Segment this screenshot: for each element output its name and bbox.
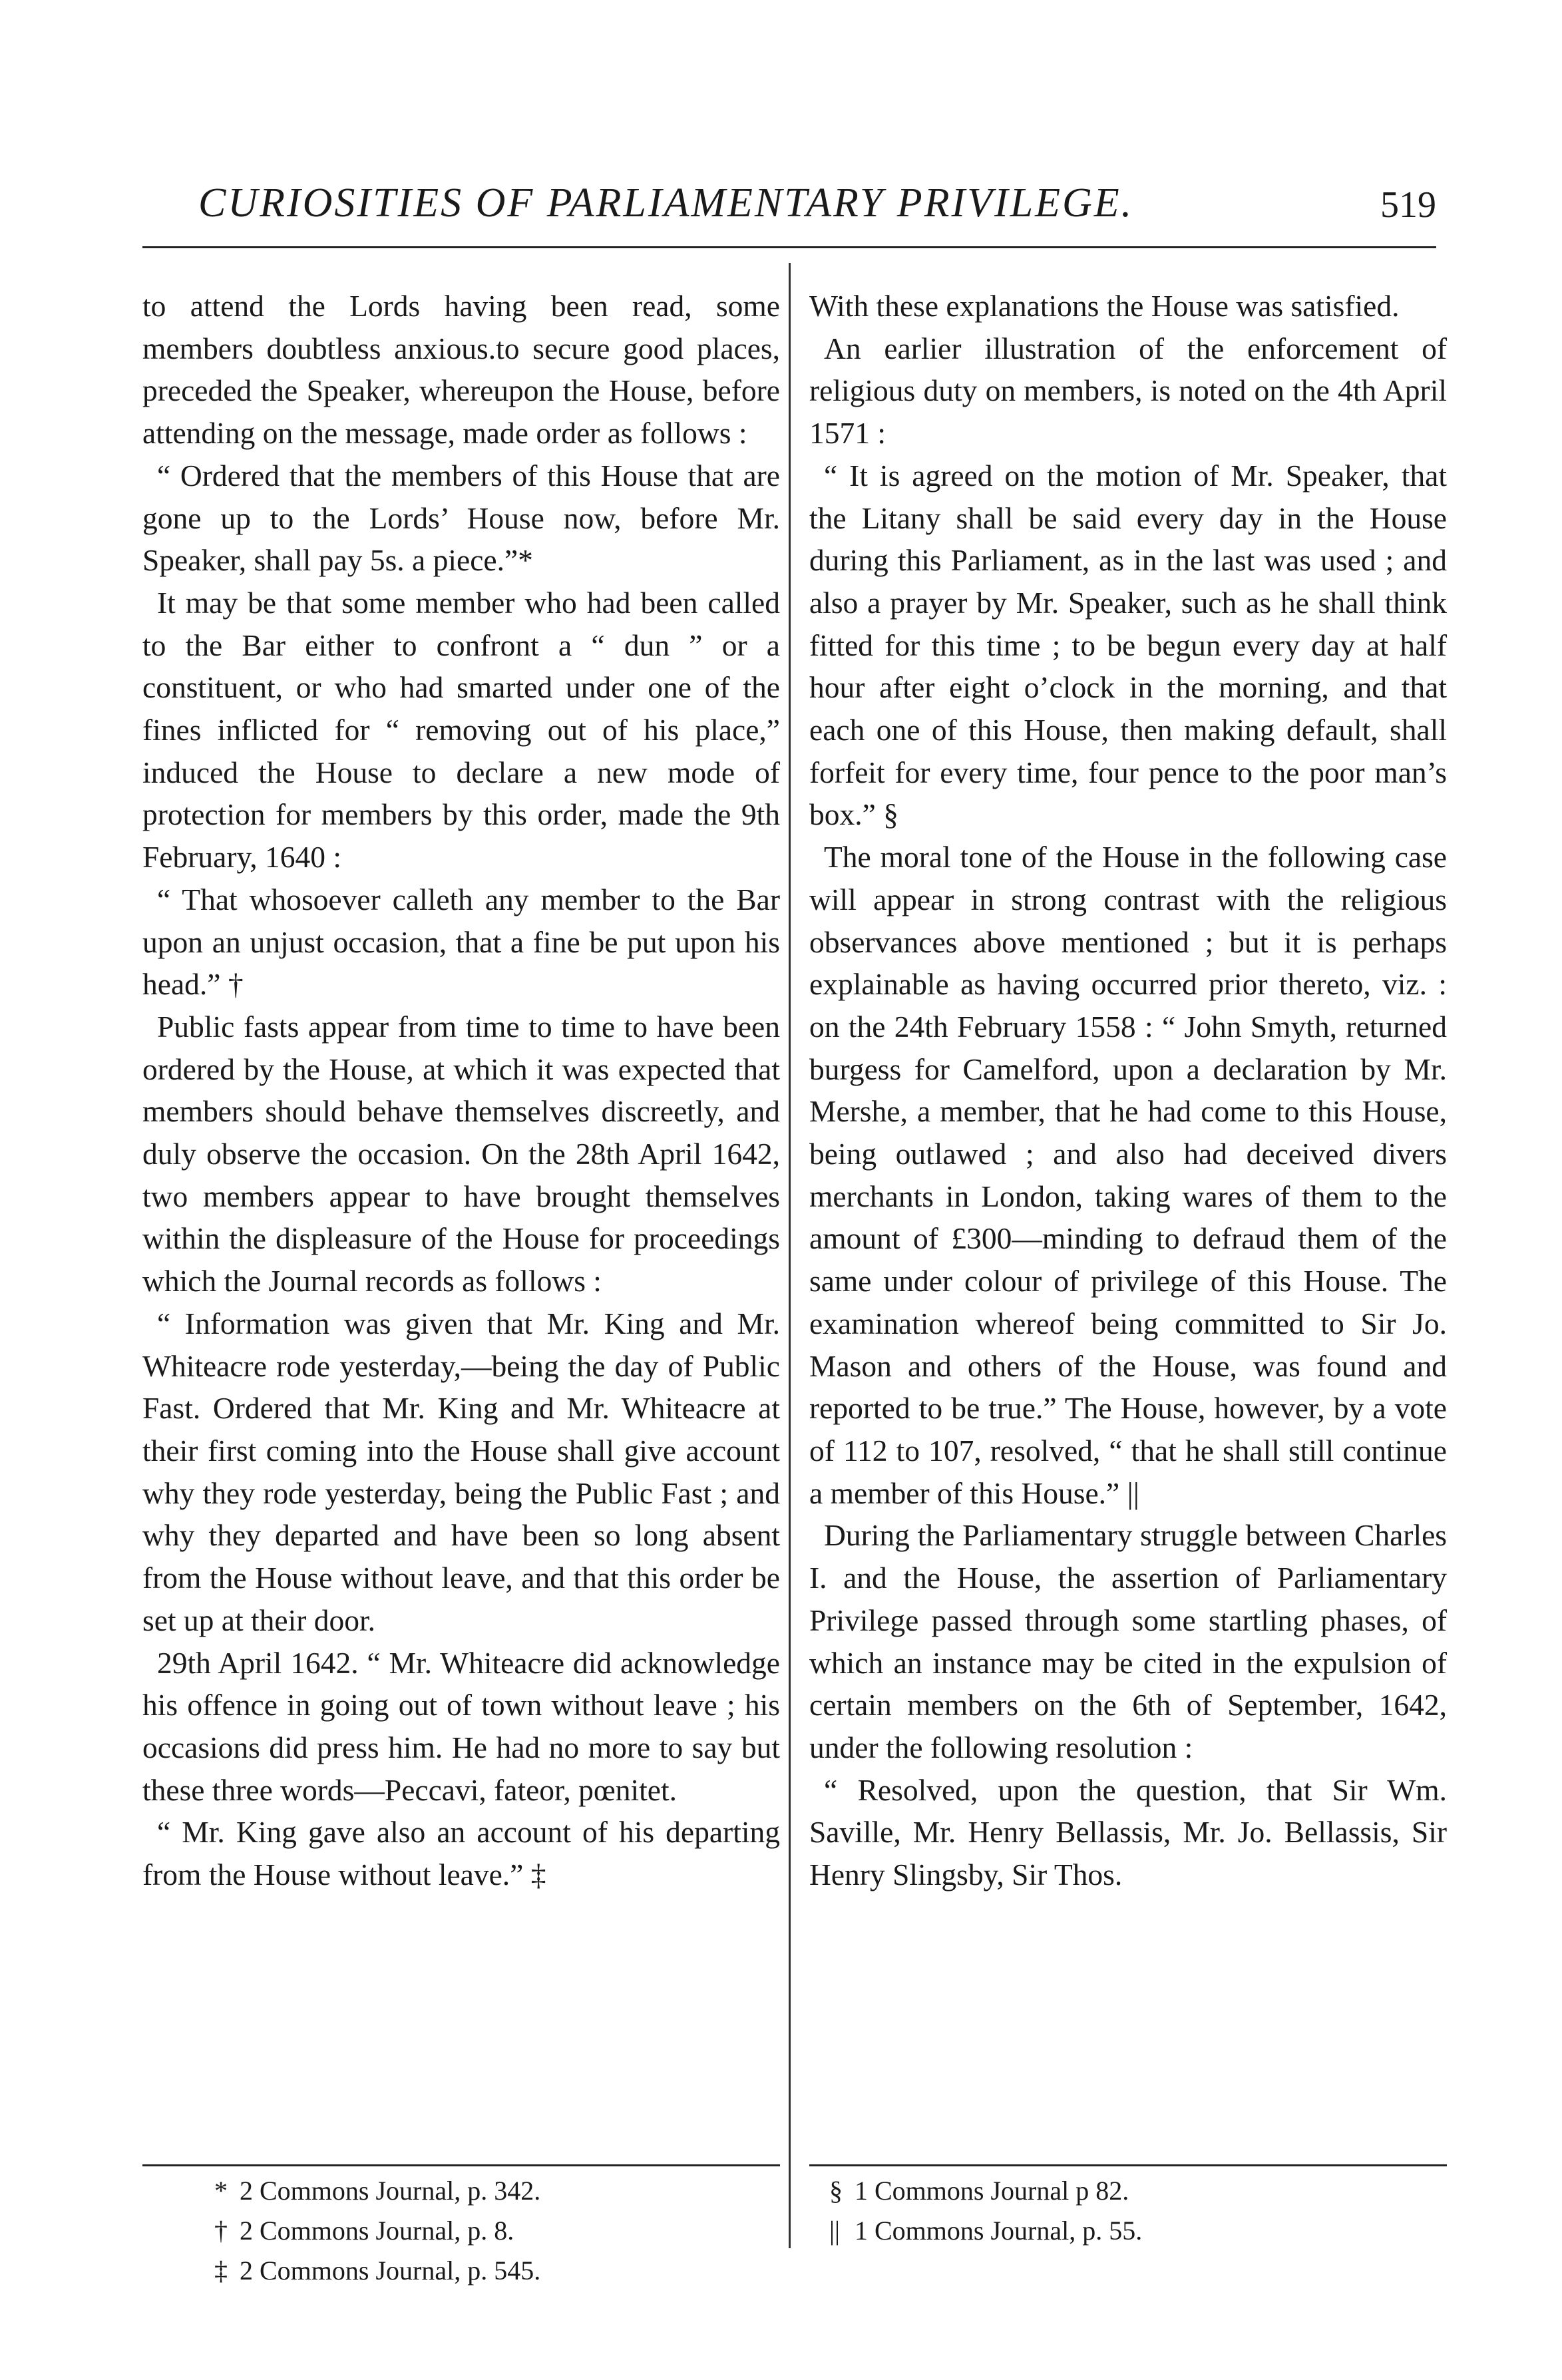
right-column — [809, 285, 1447, 1896]
column-divider — [789, 263, 791, 2248]
paragraph: During the Parliamentary struggle between Charles I. and the House, the assertion of Parliamentary Privilege passed through some startling phases, of which an instance may be cited in the expulsion of certain members on the 6th of September, 1642, under the following resolution : — [809, 1518, 1447, 1764]
footnote — [829, 2211, 1142, 2251]
footnote-mark: ‡ — [214, 2256, 228, 2285]
header-rule — [142, 246, 1436, 248]
footnote — [214, 2171, 540, 2211]
footnote-rule-left — [142, 2164, 780, 2166]
footnotes-right — [829, 2171, 1142, 2251]
footnote-mark: § — [829, 2176, 843, 2206]
footnote — [214, 2251, 540, 2291]
page-number: 519 — [1380, 184, 1436, 226]
paragraph: An earlier illustration of the enforcement of religious duty on members, is noted on the 4th April 1571 : — [809, 331, 1447, 451]
footnote-text: 2 Commons Journal, p. 545. — [240, 2256, 541, 2285]
footnote-text: 1 Commons Journal p 82. — [855, 2176, 1129, 2206]
running-title: CURIOSITIES OF PARLIAMENTARY PRIVILEGE. — [198, 180, 1134, 226]
footnotes-left — [214, 2171, 540, 2291]
paragraph: Public fasts appear from time to time to have been ordered by the House, at which it was expected that members should behave themselves discreetly, and duly observe the occasion. On the 28th April 1642, two members appear to have brought themselves within the displeasure of the House for proceedings which the Journal records as follows : — [142, 1009, 780, 1298]
paragraph: “ Ordered that the members of this House that are gone up to the Lords’ House now, before Mr. Speaker, shall pay 5s. a piece.”* — [142, 458, 780, 578]
paragraph: “ Resolved, upon the question, that Sir Wm. Saville, Mr. Henry Bellassis, Mr. Jo. Bellassis, Sir Henry Slingsby, Sir Thos. — [809, 1772, 1447, 1892]
paragraph: It may be that some member who had been called to the Bar either to confront a “ dun ” or a constituent, or who had smarted under one of the fines inflicted for “ removing out of his place,” induced the House to declare a new mode of protection for members by this order, made the 9th February, 1640 : — [142, 585, 780, 875]
footnote-text: 1 Commons Journal, p. 55. — [855, 2216, 1143, 2246]
footnote-mark: * — [214, 2176, 228, 2206]
footnote-mark: † — [214, 2216, 228, 2246]
paragraph: The moral tone of the House in the following case will appear in strong contrast with the religious observances above mentioned ; but it is perhaps explainable as having occurred prior thereto, viz. : on the 24th February 1558 : “ John Smyth, returned burgess for Camelford, upon a declaration by Mr. Mershe, a member, that he had come to this House, being outlawed ; and also had deceived divers merchants in London, taking wares of them to the amount of £300—minding to defraud them of the same under colour of privilege of this House. The examination whereof being committed to Sir Jo. Mason and others of the House, was found and reported to be true.” The House, however, by a vote of 112 to 107, resolved, “ that he shall still continue a member of this House.” || — [809, 840, 1447, 1510]
paragraph: “ That whosoever calleth any member to the Bar upon an unjust occasion, that a fine be put upon his head.” † — [142, 882, 780, 1002]
paragraph: “ Information was given that Mr. King and Mr. Whiteacre rode yesterday,—being the day of Public Fast. Ordered that Mr. King and Mr. Whiteacre at their first coming into the House shall give account why they rode yesterday, being the Public Fast ; and why they departed and have been so long absent from the House without leave, and that this order be set up at their door. — [142, 1306, 780, 1637]
paragraph: With these explanations the House was satisfied. — [809, 289, 1400, 323]
paragraph: “ It is agreed on the motion of Mr. Speaker, that the Litany shall be said every day in the House during this Parliament, as in the last was used ; and also a prayer by Mr. Speaker, such as he shall think fitted for this time ; to be begun every day at half hour after eight o’clock in the morning, and that each one of this House, then making default, shall forfeit for every time, four pence to the poor man’s box.” § — [809, 458, 1447, 832]
footnote-mark: || — [829, 2216, 841, 2246]
paragraph: to attend the Lords having been read, some members doubtless anxious.to secure good places, preceded the Speaker, whereupon the House, before attending on the message, made order as follows : — [142, 289, 780, 451]
footnote-rule-right — [809, 2164, 1447, 2166]
footnote — [214, 2211, 540, 2251]
paragraph: “ Mr. King gave also an account of his departing from the House without leave.” ‡ — [142, 1815, 780, 1892]
running-header — [142, 174, 1436, 234]
footnote — [829, 2171, 1142, 2211]
paragraph: 29th April 1642. “ Mr. Whiteacre did acknowledge his offence in going out of town without leave ; his occasions did press him. He had no more to say but these three words—Peccavi, fateor, pœnitet. — [142, 1645, 780, 1807]
footnote-text: 2 Commons Journal, p. 8. — [240, 2216, 514, 2246]
footnote-text: 2 Commons Journal, p. 342. — [240, 2176, 541, 2206]
left-column — [142, 285, 780, 1896]
